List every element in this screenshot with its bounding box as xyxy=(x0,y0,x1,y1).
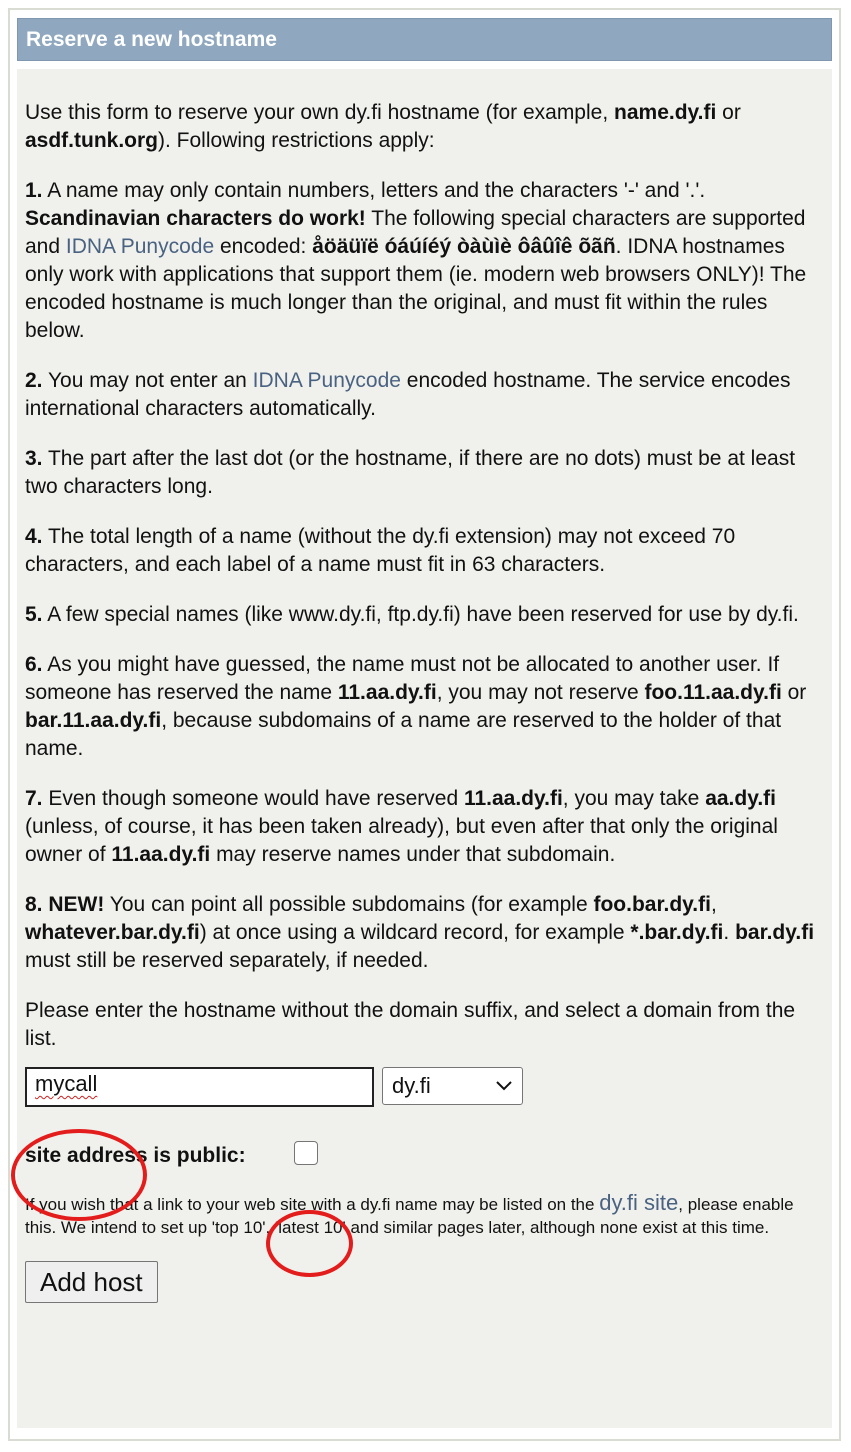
hostname-input[interactable]: mycall xyxy=(25,1067,374,1107)
rule-4: 4. The total length of a name (without the dy.fi extension) may not exceed 70 characters, and each label of a name must fit in 63 characters. xyxy=(25,525,736,576)
idna-punycode-link-2[interactable]: IDNA Punycode xyxy=(252,369,401,392)
domain-select[interactable] xyxy=(382,1067,523,1105)
hostname-row xyxy=(25,1067,824,1111)
public-note: If you wish that a link to your web site with a dy.fi name may be listed on the dy.fi site, please enable this. We intend to set up 'top 10', 'latest 10' and similar pages later, although none exist at this time. xyxy=(25,1190,794,1237)
add-host-button[interactable]: Add host xyxy=(25,1261,158,1303)
chevron-down-icon xyxy=(495,1076,513,1094)
idna-punycode-link[interactable]: IDNA Punycode xyxy=(65,235,215,258)
rule-2: 2. You may not enter an IDNA Punycode encoded hostname. The service encodes international characters automatically. xyxy=(25,369,791,420)
panel-header xyxy=(17,18,832,61)
public-row xyxy=(25,1141,824,1171)
rule-1: 1. A name may only contain numbers, letters and the characters '-' and '.'. Scandinavian characters do work! The following special characters are supported and IDNA Punycode encoded: åöäüïë óáúíéý òàùìè ôâûîê õãñ. IDNA hostnames only work with applications that support them (ie. modern web browsers ONLY)! The encoded hostname is much longer than the original, and must fit within the rules below. xyxy=(25,179,807,342)
rule-6: 6. As you might have guessed, the name must not be allocated to another user. If someone has reserved the name 11.aa.dy.fi, you may not reserve foo.11.aa.dy.fi or bar.11.aa.dy.fi, because subdomains of a name are reserved to the holder of that name. xyxy=(25,653,807,760)
page-title: Reserve a new hostname xyxy=(26,28,277,51)
public-label: site address is public: xyxy=(25,1144,246,1167)
rule-7: 7. Even though someone would have reserved 11.aa.dy.fi, you may take aa.dy.fi (unless, of course, it has been taken already), but even after that only the original owner of 11.aa.dy.fi may reserve names under that subdomain. xyxy=(25,787,778,866)
dyfi-site-link[interactable]: dy.fi site xyxy=(599,1190,679,1215)
rule-5: 5. A few special names (like www.dy.fi, ftp.dy.fi) have been reserved for use by dy.fi. xyxy=(25,603,799,626)
form-instruction: Please enter the hostname without the domain suffix, and select a domain from the list. xyxy=(25,999,796,1050)
domain-select-value: dy.fi xyxy=(392,1073,431,1098)
public-checkbox[interactable] xyxy=(294,1141,318,1165)
rule-3: 3. The part after the last dot (or the hostname, if there are no dots) must be at least two characters long. xyxy=(25,447,796,498)
rule-8: 8. NEW! You can point all possible subdomains (for example foo.bar.dy.fi, whatever.bar.dy.fi) at once using a wildcard record, for example *.bar.dy.fi. bar.dy.fi must still be reserved separately, if needed. xyxy=(25,893,815,972)
intro-text: Use this form to reserve your own dy.fi hostname (for example, name.dy.fi or asdf.tunk.org). Following restrictions apply: xyxy=(25,101,741,152)
form-panel xyxy=(17,69,832,1428)
